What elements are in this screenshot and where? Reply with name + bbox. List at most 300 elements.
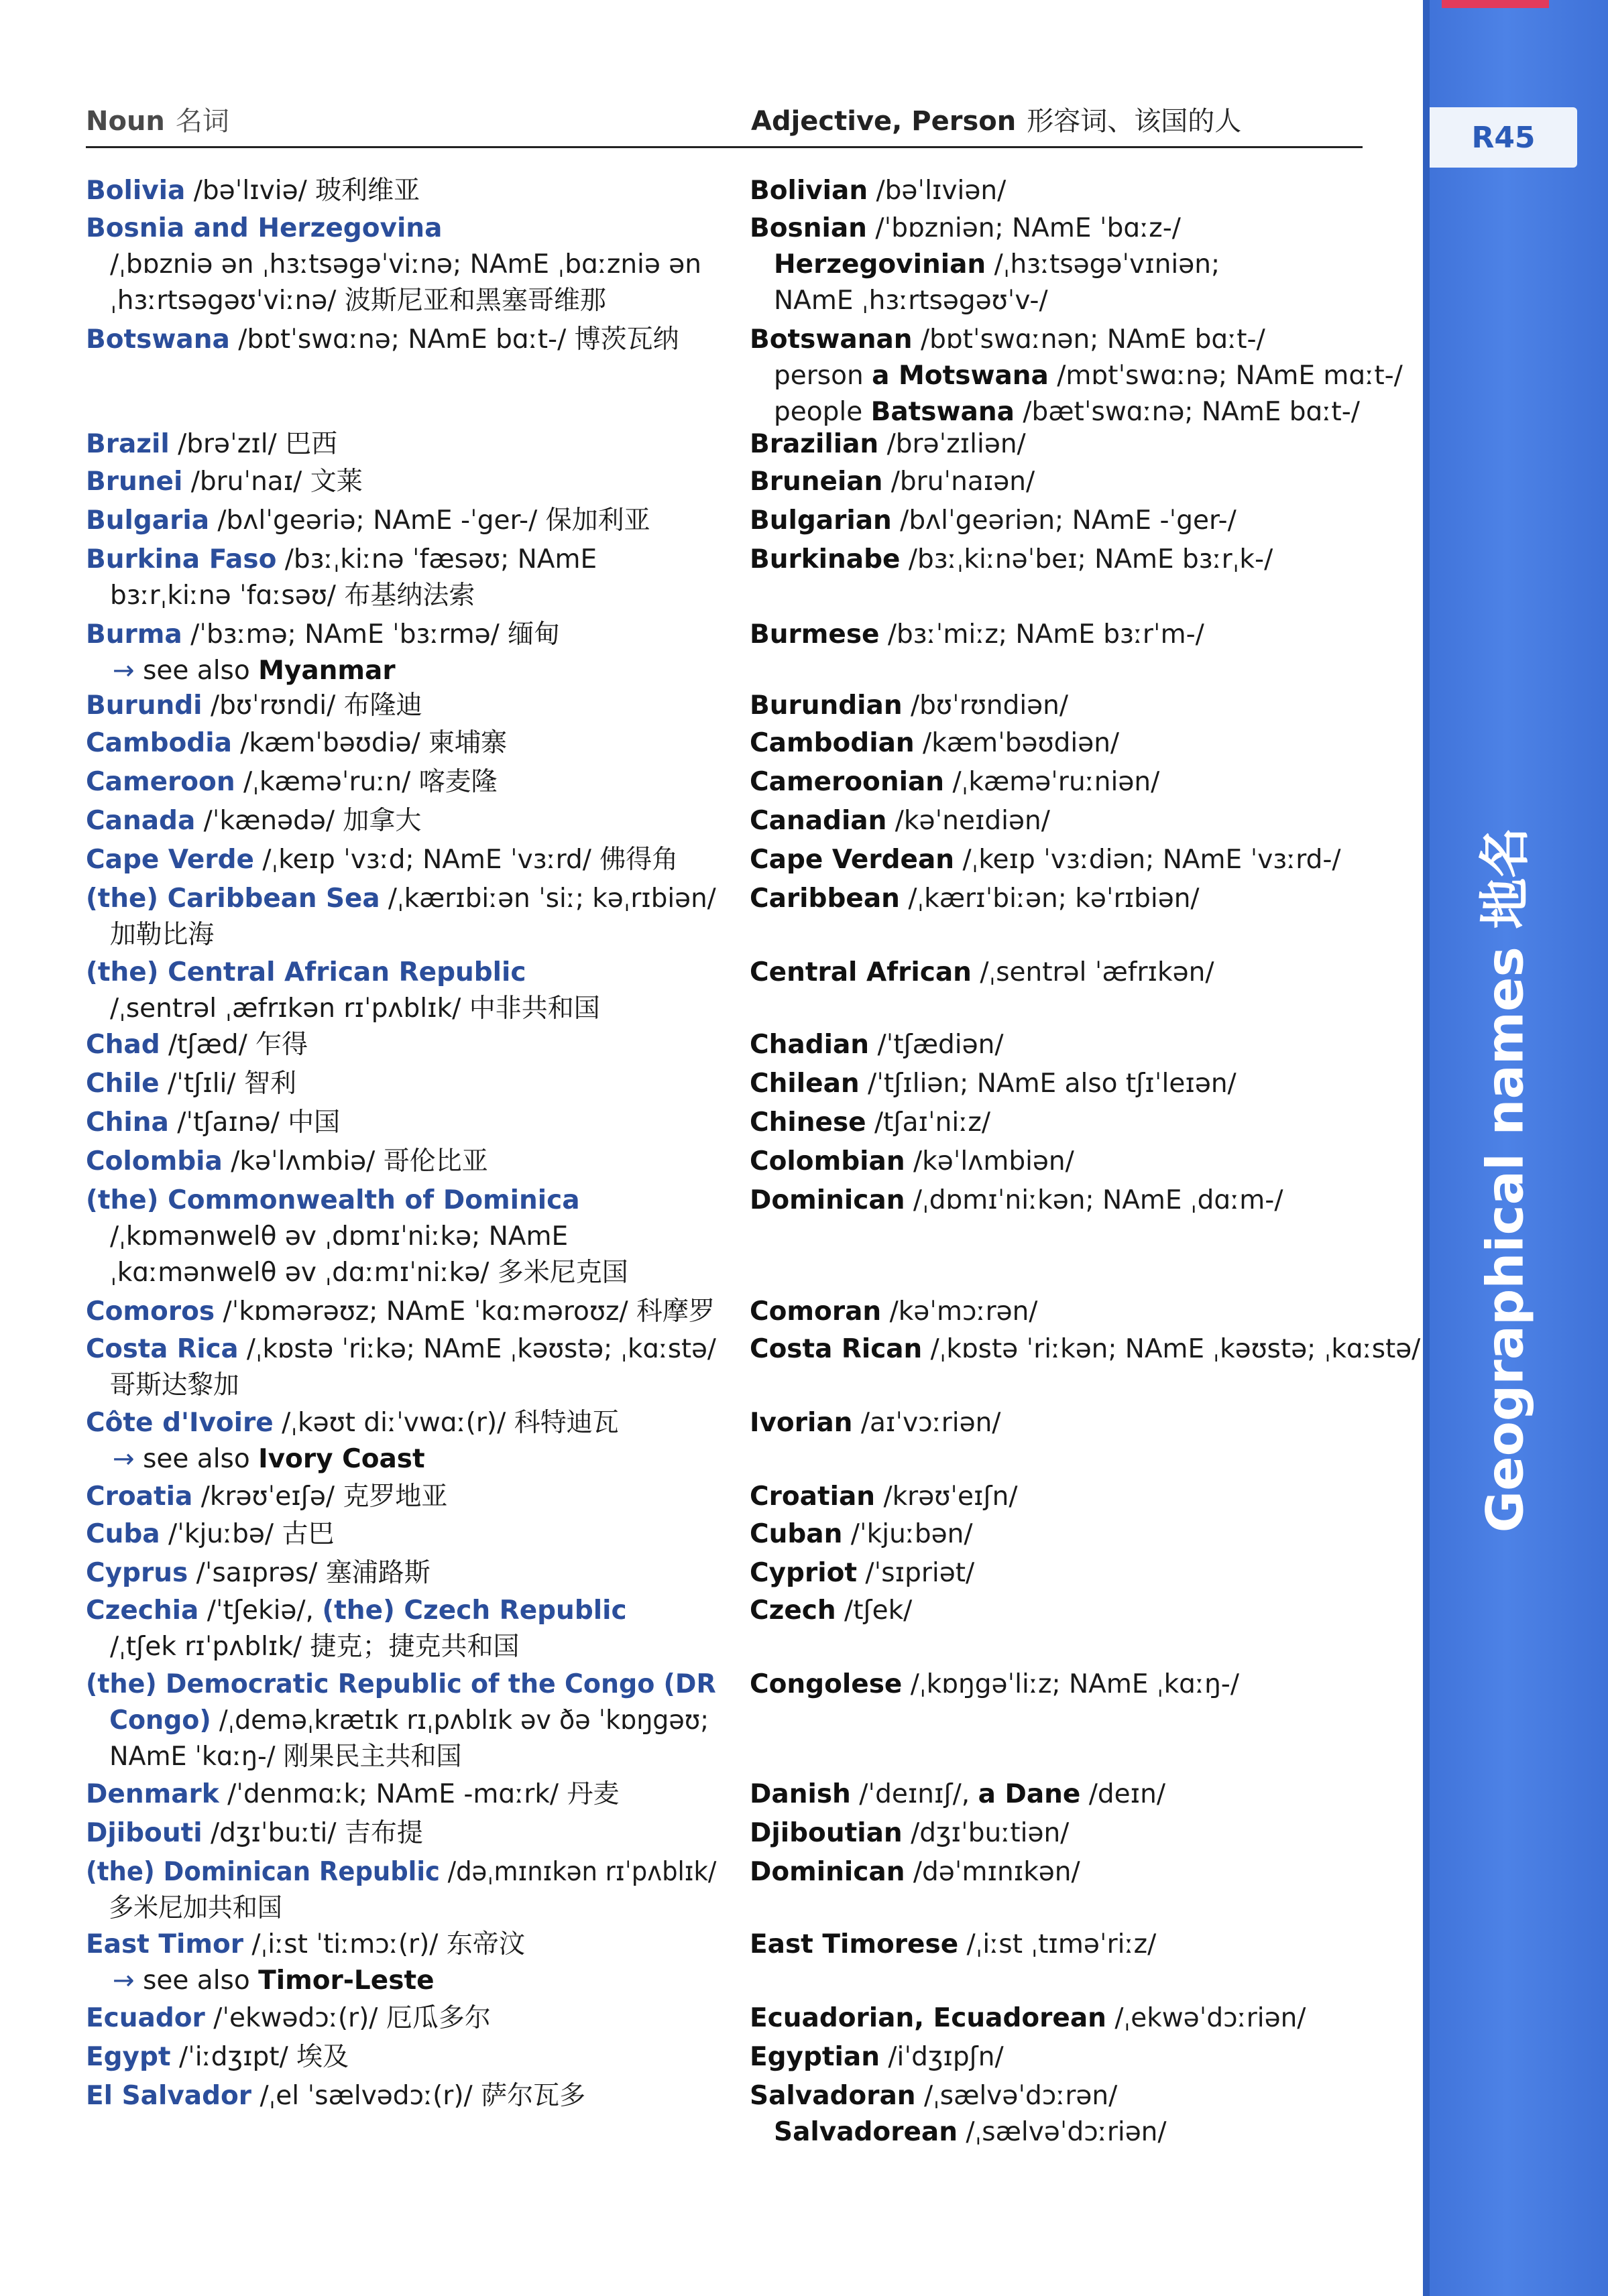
derived-word: Cuban — [750, 1519, 843, 1549]
pronunciation: /dʒɪˈbuːti/ — [202, 1818, 345, 1848]
pronunciation: /ˈkjuːbə/ — [160, 1519, 282, 1549]
headword: Czechia — [86, 1595, 199, 1626]
entry-line — [86, 803, 421, 839]
adjective-entry — [750, 1294, 1037, 1330]
entry-line — [86, 1776, 619, 1813]
pronunciation: /kæmˈbəʊdiən/ — [914, 728, 1120, 758]
pronunciation: /kəˈmɔːrən/ — [881, 1296, 1038, 1327]
adjective-entry — [750, 464, 1035, 500]
chinese-gloss: 刚果民主共和国 — [283, 1742, 462, 1772]
pronunciation: ˌkɑːmənwelθ əv ˌdɑːmɪˈniːkə/ — [110, 1258, 498, 1288]
entry-line — [86, 653, 560, 689]
pronunciation: /tʃaɪˈniːz/ — [866, 1107, 990, 1138]
pronunciation: /ˌbɒzniə ən ˌhɜːtsəgəˈviːnə; NAmE ˌbɑːzniə ən — [110, 249, 701, 280]
headword: Botswana — [86, 324, 230, 355]
noun-entry — [86, 173, 420, 209]
noun-entry — [86, 1667, 716, 1775]
headword: Cape Verde — [86, 845, 254, 875]
adjective-entry — [750, 322, 1403, 430]
chinese-gloss: 科特迪瓦 — [514, 1408, 619, 1438]
entry-line — [86, 991, 600, 1027]
pronunciation: /ˌiːst ˌtɪməˈriːz/ — [958, 1929, 1157, 1959]
adjective-entry — [750, 881, 1200, 917]
pronunciation: /bʊˈrʊndi/ — [202, 690, 344, 721]
pronunciation: /ˌdeməˌkrætɪk rɪˌpʌblɪk əv ðə ˈkɒŋgəʊ; — [211, 1705, 709, 1736]
pronunciation: /bʌlˈgeəriə; NAmE -ˈger-/ — [209, 505, 546, 536]
pronunciation: see also — [134, 1966, 259, 1996]
adjective-entry — [750, 503, 1237, 539]
pronunciation: /ˈkjuːbən/ — [842, 1519, 973, 1549]
entry-line — [86, 1219, 628, 1255]
derived-word: Croatian — [750, 1482, 876, 1512]
cross-reference: Myanmar — [258, 656, 396, 686]
pronunciation: /iˈdʒɪpʃn/ — [880, 2042, 1004, 2072]
pronunciation: /ˈekwədɔː(r)/ — [205, 2003, 386, 2033]
noun-entry — [86, 1027, 308, 1063]
entry-line — [750, 688, 1068, 724]
pronunciation: /bruˈnaɪ/ — [182, 467, 310, 497]
pronunciation: /ˌkærɪˈbiːən; kəˈrɪbiən/ — [899, 884, 1200, 914]
headword: Canada — [86, 806, 196, 836]
chinese-gloss: 玻利维亚 — [315, 176, 420, 206]
entry-line — [750, 1776, 1165, 1813]
pronunciation: /kəˈlʌmbiən/ — [905, 1146, 1074, 1176]
noun-entry — [86, 322, 679, 358]
adjective-entry — [750, 617, 1204, 653]
pronunciation: /ˈtʃɪliən; NAmE also tʃɪˈleɪən/ — [859, 1069, 1237, 1099]
noun-entry — [86, 1593, 627, 1665]
noun-entry — [86, 842, 678, 878]
adjective-entry — [750, 1854, 1080, 1890]
pronunciation: /krəʊˈeɪʃə/ — [192, 1482, 343, 1512]
entry-line — [86, 881, 716, 917]
entry-line — [750, 394, 1403, 430]
chinese-gloss: 智利 — [243, 1069, 296, 1099]
pronunciation: /ˈtʃædiən/ — [869, 1030, 1004, 1060]
adjective-entry — [750, 210, 1220, 319]
derived-word: Bruneian — [750, 467, 883, 497]
headword: Burkina Faso — [86, 544, 277, 575]
chinese-gloss: 加勒比海 — [109, 920, 215, 950]
derived-word: Chadian — [750, 1030, 870, 1060]
entry-line — [86, 1368, 716, 1404]
derived-word: Canadian — [750, 806, 887, 836]
pronunciation: /ˌkɒstə ˈriːkə; NAmE ˌkəʊstə; ˌkɑːstə/ — [238, 1334, 716, 1364]
entry-line — [86, 617, 560, 653]
entry-line — [750, 1027, 1003, 1063]
entry-line — [86, 322, 679, 358]
pronunciation: /kəˈlʌmbiə/ — [222, 1146, 384, 1176]
see-also-arrow-icon: → — [113, 1966, 135, 1996]
headword: Cuba — [86, 1519, 160, 1549]
entry-line — [750, 210, 1220, 247]
pronunciation: /ˌkæməˈruːniən/ — [944, 767, 1160, 797]
adjective-entry — [750, 542, 1273, 578]
entry-line — [750, 1479, 1017, 1515]
entry-line — [86, 1441, 619, 1477]
column-header — [86, 94, 1363, 148]
headword: (the) Commonwealth of Dominica — [86, 1185, 580, 1215]
pronunciation: /ˈkænədə/ — [195, 806, 343, 836]
chinese-gloss: 加拿大 — [343, 806, 422, 836]
entry-line — [86, 842, 678, 878]
headword: Djibouti — [86, 1818, 203, 1848]
chinese-gloss: 中国 — [288, 1107, 341, 1138]
adjective-column-heading — [751, 100, 1241, 138]
chinese-gloss: 多米尼克国 — [497, 1258, 628, 1288]
entry-line — [86, 1255, 628, 1291]
noun-entry — [86, 803, 421, 839]
pronunciation: /ˌsælvəˈdɔːriən/ — [958, 2117, 1167, 2147]
headword: Cambodia — [86, 728, 232, 758]
noun-entry — [86, 764, 498, 800]
noun-entry — [86, 426, 337, 463]
derived-word: Comoran — [750, 1296, 882, 1327]
headword: Bolivia — [86, 176, 186, 206]
noun-entry — [86, 1479, 447, 1515]
side-tab-top-mark — [1442, 0, 1549, 8]
pronunciation: person — [774, 361, 872, 391]
adjective-entry — [750, 426, 1026, 463]
adjective-entry — [750, 2078, 1167, 2151]
headword: (the) Dominican Republic — [86, 1857, 440, 1887]
adjective-entry — [750, 1066, 1237, 1102]
derived-word: a Dane — [978, 1779, 1081, 1809]
headword: Brunei — [86, 467, 183, 497]
headword: Burma — [86, 619, 182, 650]
entry-line — [86, 1027, 308, 1063]
entry-line — [750, 173, 1006, 209]
noun-entry — [86, 955, 600, 1027]
entry-line — [750, 955, 1214, 991]
entry-line — [750, 1105, 990, 1141]
headword: Bulgaria — [86, 505, 210, 536]
chinese-gloss: 布基纳法索 — [344, 581, 475, 611]
adjective-entry — [750, 1405, 1000, 1441]
noun-entry — [86, 1555, 430, 1591]
entry-line — [750, 542, 1273, 578]
adjective-entry — [750, 1516, 973, 1553]
pronunciation: /ˌkeɪp ˈvɜːdiən; NAmE ˈvɜːrd-/ — [954, 845, 1341, 875]
chinese-gloss: 科摩罗 — [636, 1296, 715, 1327]
noun-label: Noun — [86, 106, 165, 137]
noun-entry — [86, 725, 507, 762]
headword: East Timor — [86, 1929, 244, 1959]
entry-line — [86, 1593, 627, 1629]
pronunciation: /ˌekwəˈdɔːriən/ — [1106, 2003, 1306, 2033]
entry-line — [86, 1890, 716, 1927]
entry-line — [86, 2000, 491, 2037]
pronunciation: /tʃek/ — [836, 1595, 913, 1626]
chinese-gloss: 埃及 — [296, 2042, 349, 2072]
pronunciation: /ˈtʃɪli/ — [159, 1069, 244, 1099]
pronunciation: /ˌsentrəl ˈæfrɪkən/ — [971, 957, 1214, 987]
adjective-entry — [750, 764, 1159, 800]
headword: (the) Czech Republic — [322, 1595, 627, 1626]
see-also-arrow-icon: → — [113, 1444, 135, 1474]
entry-line — [750, 881, 1200, 917]
pronunciation: /ˈiːdʒɪpt/ — [170, 2042, 297, 2072]
chinese-gloss: 萨尔瓦多 — [481, 2081, 586, 2111]
derived-word: East Timorese — [750, 1929, 959, 1959]
entry-line — [750, 1144, 1074, 1180]
pronunciation: /ˈtʃekiə/, — [198, 1595, 323, 1626]
noun-entry — [86, 1776, 619, 1813]
noun-entry — [86, 542, 597, 614]
chinese-gloss: 喀麦隆 — [418, 767, 498, 797]
chinese-gloss: 克罗地亚 — [343, 1482, 448, 1512]
pronunciation: ˌhɜːrtsəgəʊˈviːnə/ — [110, 286, 345, 316]
headword: China — [86, 1107, 169, 1138]
pronunciation: /ˌkɒmənwelθ əv ˌdɒmɪˈniːkə; NAmE — [110, 1221, 569, 1252]
noun-entry — [86, 881, 716, 953]
entry-line — [86, 464, 363, 500]
pronunciation: /bʌlˈgeəriən; NAmE -ˈger-/ — [891, 505, 1237, 536]
derived-word: Burundian — [750, 690, 903, 721]
pronunciation: /ˌkɒŋgəˈliːz; NAmE ˌkɑːŋ-/ — [902, 1669, 1239, 1699]
headword: (the) Democratic Republic of the Congo (DR — [86, 1669, 716, 1699]
entry-line — [86, 426, 337, 463]
derived-word: Colombian — [750, 1146, 905, 1176]
pronunciation: /krəʊˈeɪʃn/ — [875, 1482, 1018, 1512]
entry-line — [750, 1331, 1420, 1368]
headword: Congo) — [109, 1705, 211, 1736]
section-title: Geographical names 地名 — [1475, 827, 1535, 1533]
noun-entry — [86, 1854, 716, 1927]
entry-line — [750, 1927, 1156, 1963]
pronunciation: /brəˈzɪl/ — [169, 429, 286, 459]
adjective-entry — [750, 803, 1050, 839]
adjective-entry — [750, 1144, 1074, 1180]
derived-word: Chinese — [750, 1107, 866, 1138]
noun-entry — [86, 1927, 525, 1999]
pronunciation: /bəˈlɪviə/ — [185, 176, 316, 206]
chinese-gloss: 文莱 — [310, 467, 363, 497]
pronunciation: /bəˈlɪviən/ — [868, 176, 1007, 206]
adjective-entry — [750, 1331, 1420, 1368]
noun-entry — [86, 2000, 491, 2037]
entry-line — [750, 2000, 1306, 2037]
derived-word: Ecuadorian, Ecuadorean — [750, 2003, 1106, 2033]
headword: Brazil — [86, 429, 170, 459]
chinese-gloss: 丹麦 — [567, 1779, 620, 1809]
derived-word: Egyptian — [750, 2042, 880, 2072]
adjective-entry — [750, 173, 1006, 209]
entry-line — [86, 1066, 296, 1102]
noun-entry — [86, 2078, 585, 2114]
pronunciation: /ˈsaɪprəs/ — [188, 1558, 326, 1588]
headword: Chad — [86, 1030, 160, 1060]
entry-line — [750, 803, 1050, 839]
adjective-entry — [750, 842, 1341, 878]
pronunciation: see also — [134, 656, 259, 686]
entry-line — [86, 1144, 488, 1180]
derived-word: Cambodian — [750, 728, 915, 758]
headword: Côte d'Ivoire — [86, 1408, 274, 1438]
pronunciation: /mɒtˈswɑːnə; NAmE mɑːt-/ — [1048, 361, 1403, 391]
adjective-entry — [750, 1183, 1283, 1219]
entry-line — [86, 247, 701, 283]
entry-line — [86, 1703, 716, 1739]
chinese-gloss: 多米尼加共和国 — [109, 1893, 282, 1923]
noun-cn-label: 名词 — [175, 106, 229, 137]
pronunciation: /dəˌmɪnɪkən rɪˈpʌblɪk/ — [439, 1857, 717, 1887]
entry-line — [86, 917, 716, 953]
entry-line — [750, 617, 1204, 653]
noun-entry — [86, 1066, 296, 1102]
entry-line — [750, 1555, 974, 1591]
chinese-gloss: 布隆迪 — [343, 690, 422, 721]
entry-line — [86, 1105, 340, 1141]
entry-line — [86, 1479, 447, 1515]
pronunciation: NAmE ˌhɜːrtsəgəʊˈv-/ — [774, 286, 1048, 316]
entry-line — [750, 358, 1403, 394]
noun-entry — [86, 617, 560, 689]
pronunciation: /bɜːˌkiːnə ˈfæsəʊ; NAmE — [276, 544, 597, 575]
entry-line — [750, 426, 1026, 463]
chinese-gloss: 中非共和国 — [469, 993, 600, 1024]
chinese-gloss: 哥伦比亚 — [383, 1146, 488, 1176]
chinese-gloss: 哥斯达黎加 — [109, 1370, 239, 1400]
derived-word: Burkinabe — [750, 544, 901, 575]
headword: Cyprus — [86, 1558, 188, 1588]
derived-word: Djiboutian — [750, 1818, 903, 1848]
adjective-entry — [750, 1927, 1156, 1963]
pronunciation: /bɒtˈswɑːnə; NAmE bɑːt-/ — [229, 324, 575, 355]
pronunciation: /ˌel ˈsælvədɔː(r)/ — [251, 2081, 481, 2111]
entry-line — [750, 1593, 912, 1629]
entry-line — [750, 1405, 1000, 1441]
noun-entry — [86, 464, 363, 500]
pronunciation: /dəˈmɪnɪkən/ — [905, 1857, 1080, 1887]
entry-line — [750, 2114, 1167, 2151]
derived-word: Czech — [750, 1595, 836, 1626]
entry-line — [750, 283, 1220, 319]
derived-word: a Motswana — [872, 361, 1049, 391]
entry-line — [86, 2078, 585, 2114]
noun-entry — [86, 2039, 349, 2075]
chinese-gloss: 保加利亚 — [545, 505, 650, 536]
entry-line — [86, 1739, 716, 1775]
derived-word: Burmese — [750, 619, 880, 650]
entry-line — [86, 725, 507, 762]
derived-word: Batswana — [870, 397, 1015, 427]
chinese-gloss: 东帝汶 — [446, 1929, 525, 1959]
headword: Croatia — [86, 1482, 193, 1512]
entry-line — [750, 503, 1237, 539]
pronunciation: /dʒɪˈbuːtiən/ — [902, 1818, 1070, 1848]
derived-word: Cameroonian — [750, 767, 945, 797]
headword: Colombia — [86, 1146, 223, 1176]
noun-entry — [86, 1294, 715, 1330]
pronunciation: /ˈdeɪnɪʃ/, — [850, 1779, 978, 1809]
entry-line — [86, 1854, 716, 1890]
chinese-gloss: 波斯尼亚和黑塞哥维那 — [344, 286, 606, 316]
derived-word: Cape Verdean — [750, 845, 955, 875]
adjective-label: Adjective, Person — [751, 106, 1017, 137]
pronunciation: /ˌkɒstə ˈriːkən; NAmE ˌkəʊstə; ˌkɑːstə/ — [922, 1334, 1421, 1364]
entry-line — [750, 764, 1159, 800]
entry-line — [86, 503, 650, 539]
noun-entry — [86, 210, 701, 319]
noun-entry — [86, 1405, 619, 1477]
chinese-gloss: 吉布提 — [344, 1818, 423, 1848]
adjective-entry — [750, 2039, 1004, 2075]
entry-line — [750, 842, 1341, 878]
entry-line — [86, 1516, 334, 1553]
adjective-entry — [750, 1667, 1239, 1703]
entry-line — [86, 1183, 628, 1219]
noun-entry — [86, 688, 422, 724]
derived-word: Bulgarian — [750, 505, 892, 536]
derived-word: Salvadoran — [750, 2081, 916, 2111]
derived-word: Costa Rican — [750, 1334, 923, 1364]
derived-word: Chilean — [750, 1069, 860, 1099]
headword: Egypt — [86, 2042, 171, 2072]
adjective-entry — [750, 1479, 1017, 1515]
entry-line — [750, 1516, 973, 1553]
pronunciation: /ˌkærɪbiːən ˈsiː; kəˌrɪbiən/ — [380, 884, 716, 914]
pronunciation: /ˈtʃaɪnə/ — [168, 1107, 288, 1138]
pronunciation: /ˈdenmɑːk; NAmE -mɑːrk/ — [219, 1779, 567, 1809]
derived-word: Botswanan — [750, 324, 913, 355]
headword: Cameroon — [86, 767, 235, 797]
headword: Burundi — [86, 690, 203, 721]
cross-reference: Ivory Coast — [258, 1444, 425, 1474]
entry-line — [86, 2039, 349, 2075]
noun-entry — [86, 1516, 334, 1553]
pronunciation: /ˌtʃek rɪˈpʌblɪk/ — [110, 1632, 310, 1662]
derived-word: Herzegovinian — [774, 249, 986, 280]
headword: Chile — [86, 1069, 160, 1099]
adjective-entry — [750, 1555, 974, 1591]
pronunciation: /ˌsælvəˈdɔːrən/ — [915, 2081, 1118, 2111]
headword: Ecuador — [86, 2003, 205, 2033]
entry-line — [750, 1183, 1283, 1219]
adjective-entry — [750, 1593, 912, 1629]
entry-line — [86, 210, 701, 247]
entry-line — [86, 1331, 716, 1368]
pronunciation: /ˈbɜːmə; NAmE ˈbɜːrmə/ — [182, 619, 508, 650]
chinese-gloss: 塞浦路斯 — [325, 1558, 430, 1588]
adjective-entry — [750, 1776, 1165, 1813]
derived-word: Brazilian — [750, 429, 879, 459]
noun-entry — [86, 1144, 488, 1180]
entry-line — [86, 1815, 423, 1852]
chinese-gloss: 柬埔寨 — [428, 728, 507, 758]
entry-line — [86, 1555, 430, 1591]
chinese-gloss: 缅甸 — [508, 619, 561, 650]
chinese-gloss: 佛得角 — [599, 845, 679, 875]
pronunciation: /ˌiːst ˈtiːmɔː(r)/ — [243, 1929, 447, 1959]
side-tab-edge — [1423, 0, 1430, 2296]
entry-line — [750, 725, 1119, 762]
adjective-entry — [750, 725, 1119, 762]
chinese-gloss: 乍得 — [255, 1030, 308, 1060]
entry-line — [86, 173, 420, 209]
entry-line — [86, 1629, 627, 1665]
entry-line — [86, 283, 701, 319]
entry-line — [750, 1294, 1037, 1330]
adjective-entry — [750, 1105, 990, 1141]
pronunciation: /ˈbɒzniən; NAmE ˈbɑːz-/ — [866, 213, 1181, 243]
chinese-gloss: 古巴 — [282, 1519, 335, 1549]
entry-line — [750, 1815, 1069, 1852]
derived-word: Bolivian — [750, 176, 868, 206]
see-also-arrow-icon: → — [113, 656, 135, 686]
entry-line — [86, 578, 597, 614]
pronunciation: /bɜːˈmiːz; NAmE bɜːrˈm-/ — [879, 619, 1204, 650]
